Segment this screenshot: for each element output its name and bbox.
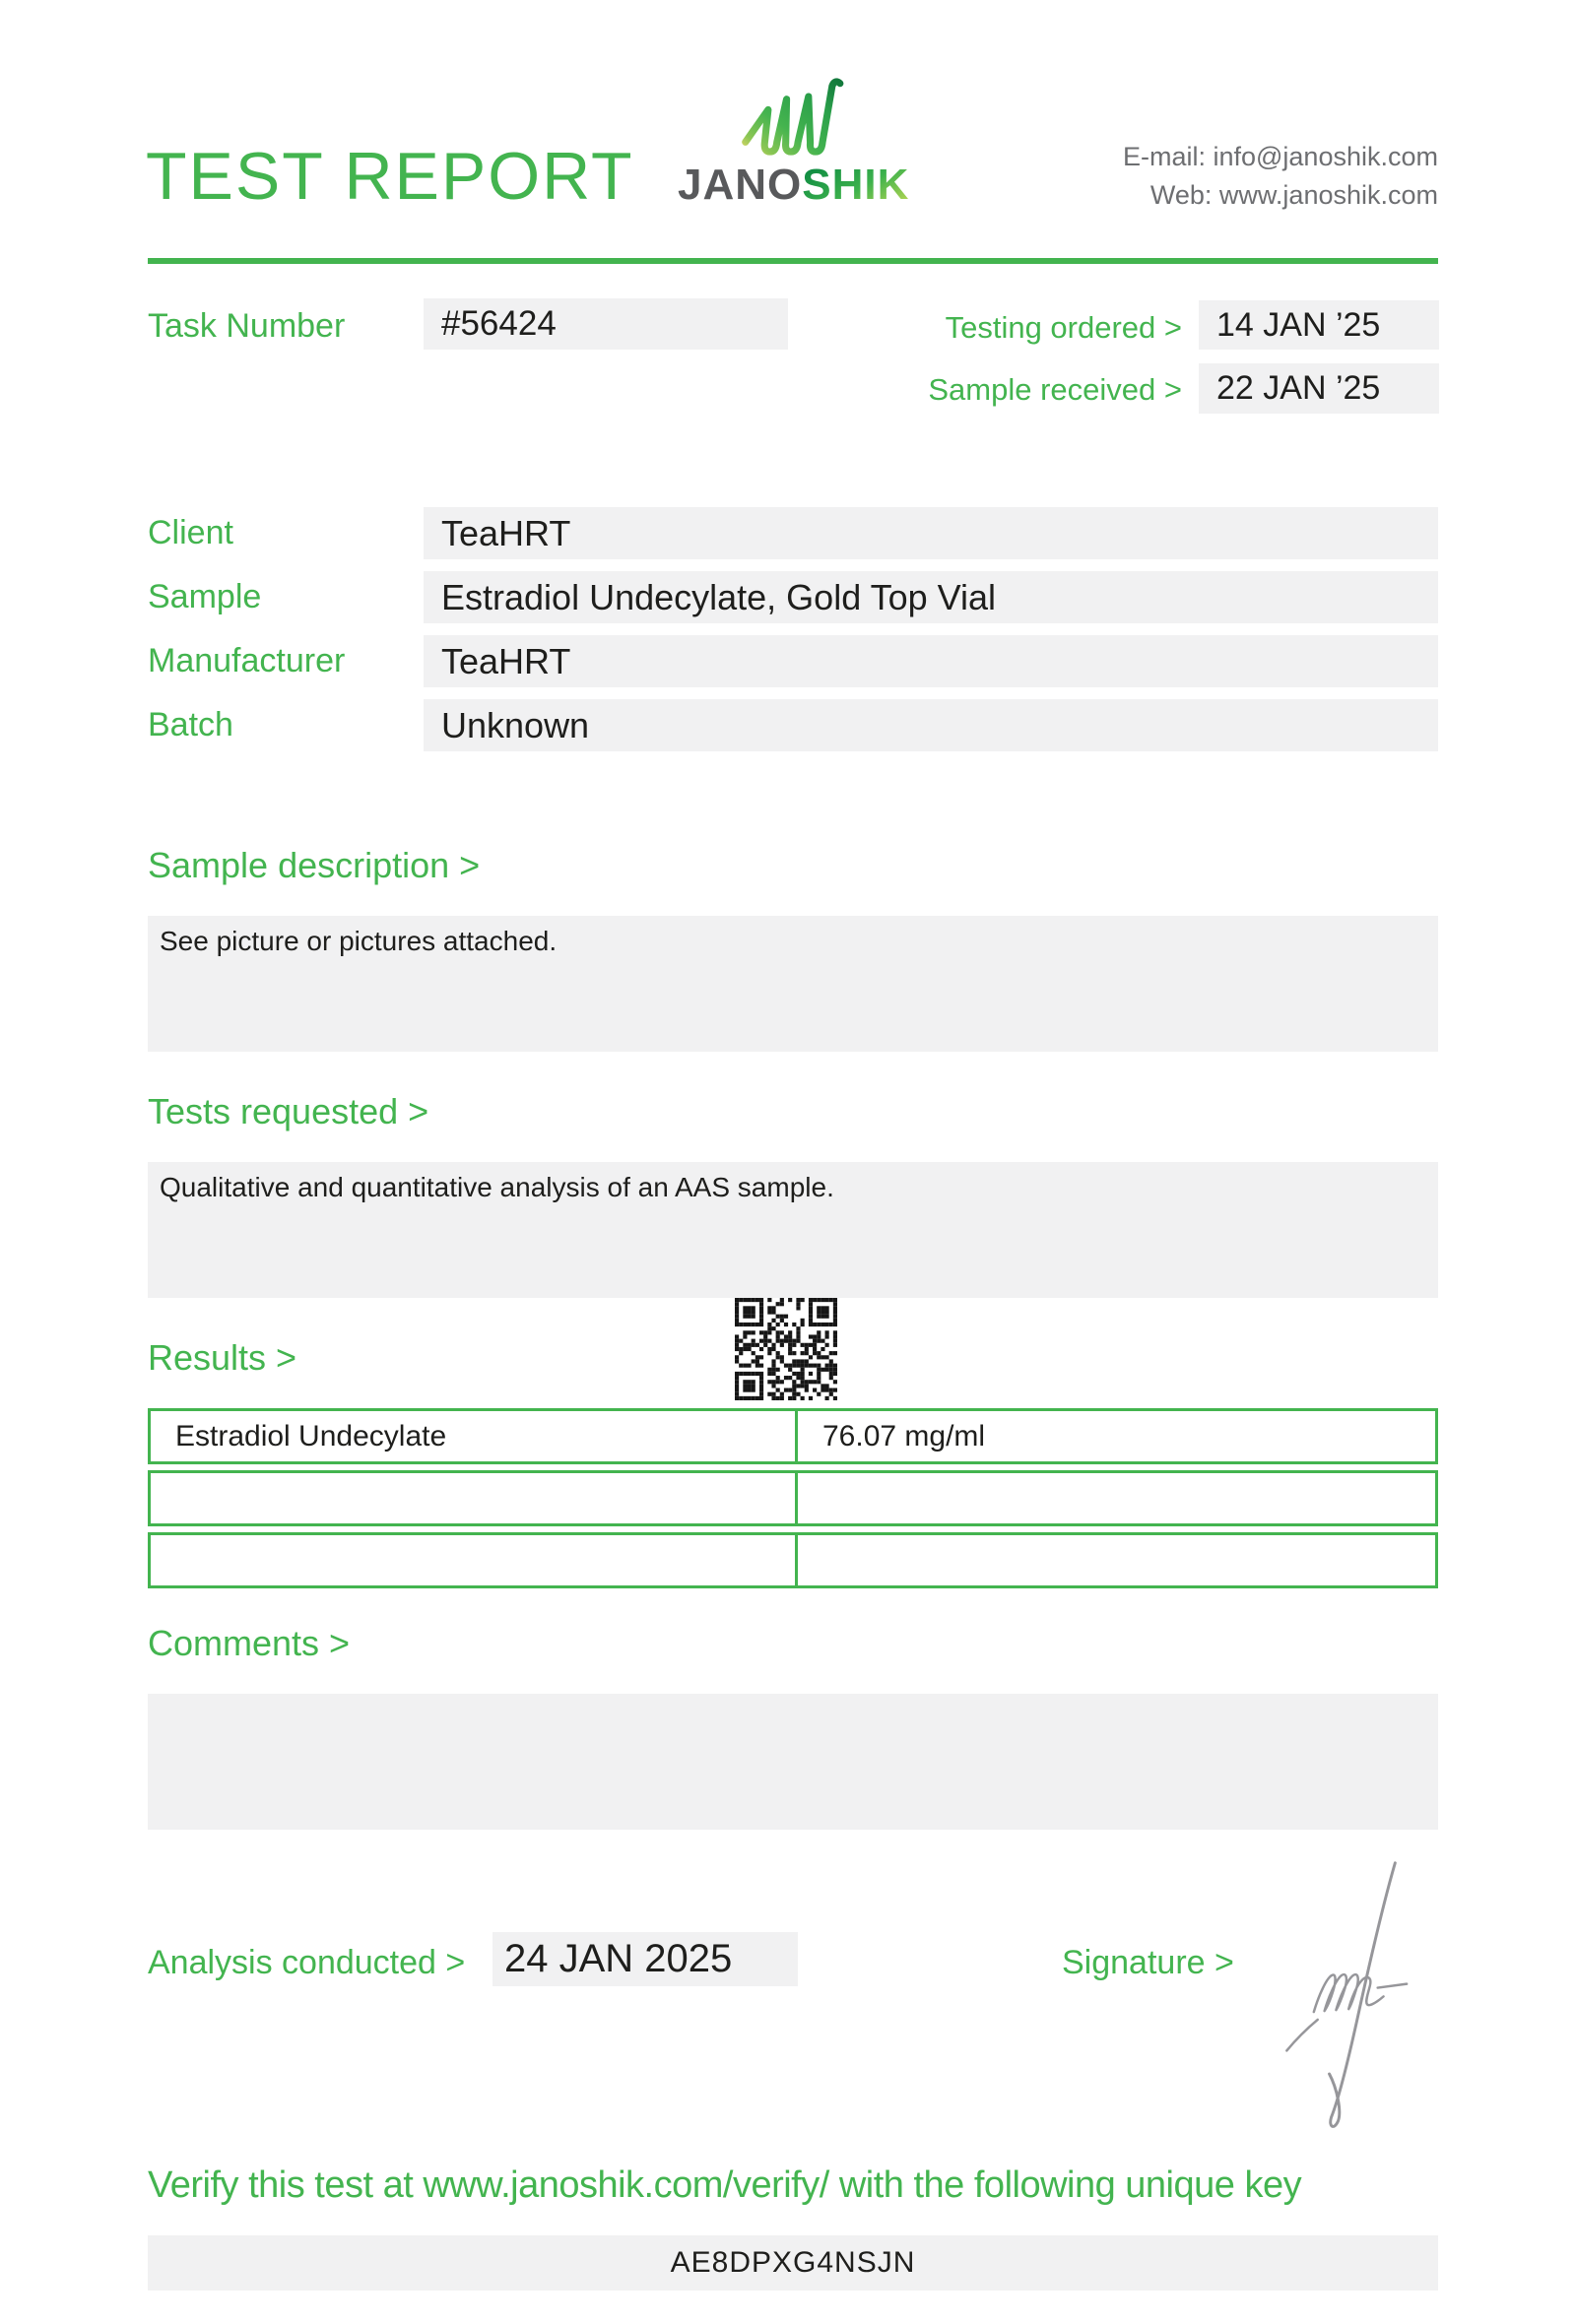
result-analyte <box>151 1535 798 1585</box>
logo-text-shik: SHIK <box>802 161 910 209</box>
analysis-conducted-label: Analysis conducted > <box>148 1944 466 1981</box>
result-row <box>148 1532 1438 1588</box>
client-value: TeaHRT <box>424 507 1438 559</box>
contact-block <box>1123 138 1438 215</box>
result-analyte <box>151 1473 798 1523</box>
qr-code <box>735 1298 837 1400</box>
tests-requested-panel: Qualitative and quantitative analysis of an AAS sample. <box>148 1162 1438 1298</box>
results-heading: Results > <box>148 1337 297 1378</box>
manufacturer-value: TeaHRT <box>424 635 1438 687</box>
sample-received-value: 22 JAN ’25 <box>1199 363 1439 414</box>
task-number-value: #56424 <box>424 298 788 350</box>
header-divider <box>148 258 1438 264</box>
result-row <box>148 1408 1438 1464</box>
verify-key-value: AE8DPXG4NSJN <box>670 2246 916 2279</box>
task-number-label: Task Number <box>148 307 346 345</box>
verify-text: Verify this test at www.janoshik.com/verify/ with the following unique key <box>148 2164 1302 2206</box>
result-row <box>148 1470 1438 1526</box>
sample-value: Estradiol Undecylate, Gold Top Vial <box>424 571 1438 623</box>
report-title: TEST REPORT <box>146 139 634 214</box>
tests-requested-heading: Tests requested > <box>148 1091 429 1131</box>
batch-label: Batch <box>148 706 233 743</box>
verify-key-box <box>148 2235 1438 2291</box>
testing-ordered-value: 14 JAN ’25 <box>1199 300 1439 350</box>
manufacturer-label: Manufacturer <box>148 642 346 679</box>
comments-heading: Comments > <box>148 1623 351 1663</box>
email-line: E-mail: info@janoshik.com <box>1122 142 1438 171</box>
web-line: Web: www.janoshik.com <box>1149 180 1438 210</box>
signature-image <box>1276 1849 1443 2130</box>
signature-label: Signature > <box>1062 1944 1234 1981</box>
sample-label: Sample <box>148 578 262 615</box>
result-analyte: Estradiol Undecylate <box>151 1411 798 1461</box>
client-label: Client <box>148 514 233 551</box>
analysis-date-value: 24 JAN 2025 <box>492 1932 798 1986</box>
sample-received-label: Sample received > <box>928 372 1182 407</box>
sample-description-heading: Sample description > <box>148 845 481 885</box>
logo-wordmark <box>678 161 910 210</box>
sample-description-panel: See picture or pictures attached. <box>148 916 1438 1052</box>
comments-panel <box>148 1694 1438 1830</box>
janoshik-logo <box>678 73 910 210</box>
chart-growth-icon <box>734 73 848 161</box>
batch-value: Unknown <box>424 699 1438 751</box>
result-value <box>798 1473 1435 1523</box>
qr-code-pattern <box>735 1298 837 1400</box>
result-value <box>798 1535 1435 1585</box>
testing-ordered-label: Testing ordered > <box>945 310 1182 345</box>
result-value: 76.07 mg/ml <box>822 1419 986 1452</box>
logo-text-jano: JANO <box>678 161 803 209</box>
